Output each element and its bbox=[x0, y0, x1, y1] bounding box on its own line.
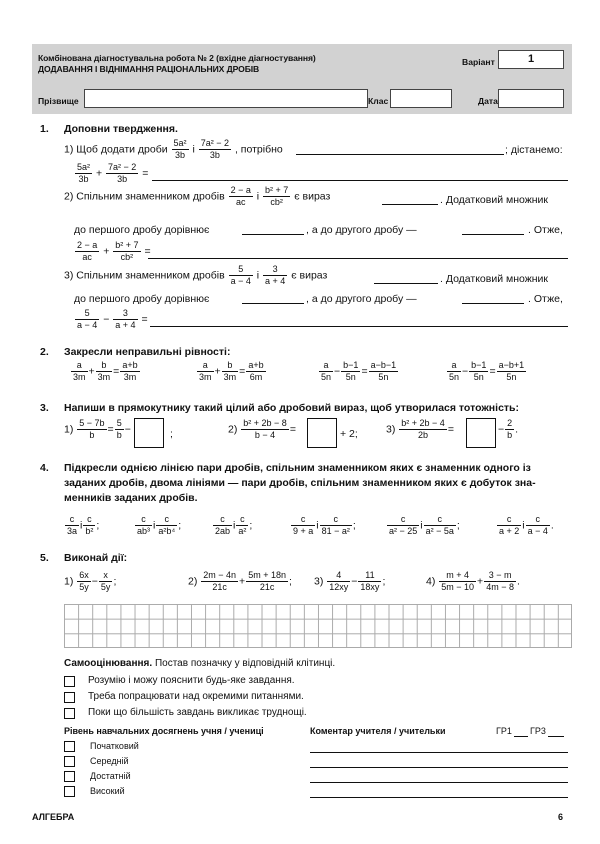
q2-title: Закресли неправильні рівності: bbox=[64, 346, 231, 358]
q4-pair-5[interactable]: $\frac{c}{\text{a² − 25}}$ і $\frac{c}{\text{a² − 5a}}$ ; bbox=[389, 514, 460, 536]
footer-subject: АЛГЕБРА bbox=[32, 812, 75, 822]
q1-part2-line1 bbox=[64, 185, 330, 208]
fraction: $\frac{\text{7a² − 2}}{3b}$ bbox=[108, 162, 137, 184]
gr3-label: ГР3 bbox=[530, 726, 546, 736]
page-number: 6 bbox=[558, 812, 564, 822]
q1-p3-line2c: . Отже, bbox=[528, 293, 563, 305]
comment-line-1[interactable] bbox=[310, 752, 568, 753]
q1-number: 1. bbox=[40, 123, 49, 135]
q1-part1-line2 bbox=[74, 162, 148, 185]
fraction: $\frac{3}{a + 4}$ bbox=[265, 264, 286, 286]
plus-sign: + bbox=[103, 245, 110, 258]
fraction: $\frac{\text{b² + 7}}{\text{cb²}}$ bbox=[115, 240, 139, 262]
worksheet-title: Комбінована діагностувальна робота № 2 (вхідне діагностування) bbox=[38, 53, 316, 63]
self-option-2: Треба попрацювати над окремими питаннями. bbox=[88, 691, 304, 702]
surname-input[interactable] bbox=[84, 89, 368, 108]
self-checkbox-3[interactable] bbox=[64, 708, 75, 719]
plus-sign: + bbox=[95, 167, 103, 180]
fraction: $\frac{3}{a + 4}$ bbox=[115, 308, 136, 330]
equals-sign: = bbox=[141, 313, 148, 326]
self-option-1: Розумію і можу пояснити будь-яке завдання. bbox=[88, 675, 295, 686]
q4-line2: заданих дробів, двома лініями — пари дробів, спільним знаменником яких є добуток зна- bbox=[64, 477, 536, 489]
self-checkbox-1[interactable] bbox=[64, 676, 75, 687]
level-checkbox-2[interactable] bbox=[64, 756, 75, 767]
level-checkbox-1[interactable] bbox=[64, 741, 75, 752]
equals-sign: = bbox=[142, 167, 149, 180]
q2-eq-2[interactable]: $\frac{a}{3m}$ + $\frac{b}{3m}$ = $\frac{a+b}{6m}$ bbox=[199, 360, 264, 382]
q1-p3-line2b: , а до другого дробу — bbox=[306, 293, 417, 305]
q5-item-2: 2) $\frac{2m - 4n}{21c}$ + $\frac{5m + 18n}{21c}$ ; bbox=[188, 570, 292, 592]
q1-p3-line2a: до першого дробу дорівнює bbox=[74, 293, 210, 305]
self-option-3: Поки що більшість завдань викликає труднощі. bbox=[88, 707, 307, 718]
fraction: $\frac{5}{a - 4}$ bbox=[77, 308, 98, 330]
answer-box-1[interactable] bbox=[134, 418, 164, 448]
q1-part3-line3 bbox=[74, 308, 148, 331]
fraction: $\frac{2 - a}{ac}$ bbox=[77, 240, 98, 262]
self-checkbox-2[interactable] bbox=[64, 692, 75, 703]
q2-eq-4[interactable]: $\frac{a}{5n}$ − $\frac{b-1}{5n}$ = $\frac{a-b+1}{5n}$ bbox=[449, 360, 525, 382]
q1-p1-text1: 1) Щоб додати дроби bbox=[64, 143, 168, 156]
q3-i2-end: + 2; bbox=[340, 428, 358, 440]
q5-item-4: 4) $\frac{m + 4}{5m - 10}$ + $\frac{3 - m}{4m - 8}$ . bbox=[426, 570, 520, 592]
fraction: $\frac{5}{a - 4}$ bbox=[230, 264, 251, 286]
q1-part2-line3 bbox=[74, 240, 151, 263]
comment-line-3[interactable] bbox=[310, 782, 568, 783]
q5-item-1: 1) $\frac{6x}{5y}$ − $\frac{x}{5y}$ ; bbox=[64, 570, 117, 592]
q3-item-2: 2) $\frac{\text{b² + 2b − 8}}{b - 4}$ = bbox=[228, 418, 296, 440]
work-grid[interactable] bbox=[64, 604, 572, 648]
q1-p3-text1: 3) Спільним знаменником дробів bbox=[64, 269, 225, 282]
answer-line[interactable] bbox=[382, 204, 438, 205]
answer-line[interactable] bbox=[296, 154, 504, 155]
q3-title: Напиши в прямокутнику такий цілий або дробовий вираз, щоб утворилася тотожність: bbox=[64, 402, 519, 414]
q1-part1-line1 bbox=[64, 138, 283, 161]
q1-title: Доповни твердження. bbox=[64, 123, 178, 135]
variant-value: 1 bbox=[498, 50, 564, 69]
q1-p1-and: і bbox=[192, 143, 195, 156]
q5-item-3: 3) $\frac{4}{12xy}$ − $\frac{11}{18xy}$ ; bbox=[314, 570, 386, 592]
comment-line-2[interactable] bbox=[310, 767, 568, 768]
q4-pair-2[interactable]: $\frac{c}{\text{ab³}}$ і $\frac{c}{\text{a²b⁴}}$ ; bbox=[137, 514, 182, 536]
answer-line[interactable] bbox=[374, 283, 438, 284]
worksheet-subtitle: ДОДАВАННЯ І ВІДНІМАННЯ РАЦІОНАЛЬНИХ ДРОБІВ bbox=[38, 64, 260, 74]
q4-line1: Підкресли однією лінією пари дробів, спільним знаменником яких є знаменник одного із bbox=[64, 462, 531, 474]
level-checkbox-3[interactable] bbox=[64, 771, 75, 782]
fraction: $\frac{\text{7a² − 2}}{3b}$ bbox=[200, 138, 230, 160]
q1-p2-line2b: , а до другого дробу — bbox=[306, 224, 417, 236]
q4-pair-4[interactable]: $\frac{c}{9 + a}$ і $\frac{c}{\text{81 − a²}}$ ; bbox=[293, 514, 356, 536]
class-input[interactable] bbox=[390, 89, 452, 108]
q2-eq-1[interactable]: $\frac{a}{3m}$ + $\frac{b}{3m}$ = $\frac{a+b}{3m}$ bbox=[73, 360, 138, 382]
fraction: $\frac{2 - a}{ac}$ bbox=[230, 185, 251, 207]
variant-label: Варіант bbox=[462, 57, 495, 67]
answer-line[interactable] bbox=[152, 180, 568, 181]
level-2: Середній bbox=[90, 756, 129, 766]
q1-p2-text2: є вираз bbox=[294, 190, 331, 203]
answer-line[interactable] bbox=[462, 303, 524, 304]
answer-line[interactable] bbox=[242, 234, 304, 235]
q1-p2-text3: . Додатковий множник bbox=[440, 194, 549, 206]
self-assessment-text: Постав позначку у відповідній клітинці. bbox=[154, 658, 336, 669]
q1-part3-line1 bbox=[64, 264, 327, 287]
q1-p3-text3: . Додатковий множник bbox=[440, 273, 549, 285]
self-assessment-title: Самооцінювання. bbox=[64, 658, 153, 669]
q2-eq-3[interactable]: $\frac{a}{5n}$ − $\frac{b-1}{5n}$ = $\frac{a-b-1}{5n}$ bbox=[321, 360, 397, 382]
q3-item-1: 1) $\frac{5 - 7b}{b}$ = $\frac{5}{b}$ − bbox=[64, 418, 131, 440]
q1-p2-line2c: . Отже, bbox=[528, 224, 563, 236]
fraction: $\frac{\text{5a²}}{3b}$ bbox=[173, 138, 187, 160]
gr1-label: ГР1 bbox=[496, 726, 512, 736]
q1-p3-text2: є вираз bbox=[291, 269, 328, 282]
gr3-line[interactable] bbox=[548, 736, 564, 737]
answer-line[interactable] bbox=[242, 303, 304, 304]
q4-line3: менників заданих дробів. bbox=[64, 492, 198, 504]
equals-sign: = bbox=[144, 245, 151, 258]
levels-title: Рівень навчальних досягнень учня / учениці bbox=[64, 726, 264, 736]
date-label: Дата bbox=[478, 96, 498, 106]
q5-number: 5. bbox=[40, 552, 49, 564]
q1-p2-line2a: до першого дробу дорівнює bbox=[74, 224, 210, 236]
header-panel bbox=[32, 44, 572, 114]
q4-pair-1[interactable]: $\frac{c}{3a}$ і $\frac{c}{\text{b²}}$ ; bbox=[67, 514, 100, 536]
answer-line[interactable] bbox=[150, 326, 568, 327]
and-word: і bbox=[256, 190, 260, 203]
level-1: Початковий bbox=[90, 741, 139, 751]
q5-title: Виконай дії: bbox=[64, 552, 128, 564]
answer-line[interactable] bbox=[148, 258, 568, 259]
q3-item-3: 3) $\frac{\text{b² + 2b − 4}}{2b}$ = bbox=[386, 418, 454, 440]
level-checkbox-4[interactable] bbox=[64, 786, 75, 797]
fraction: $\frac{\text{5a²}}{3b}$ bbox=[77, 162, 91, 184]
answer-box-3[interactable] bbox=[466, 418, 496, 448]
q4-pair-6[interactable]: $\frac{c}{a + 2}$ і $\frac{c}{a - 4}$ . bbox=[499, 514, 554, 536]
q1-p1-text3: ; дістанемо: bbox=[505, 144, 563, 156]
q3-number: 3. bbox=[40, 402, 49, 414]
minus-sign: − bbox=[103, 313, 110, 326]
level-3: Достатній bbox=[90, 771, 131, 781]
surname-label: Прізвище bbox=[38, 96, 79, 106]
answer-box-2[interactable] bbox=[307, 418, 337, 448]
q4-pair-3[interactable]: $\frac{c}{2ab}$ і $\frac{c}{\text{a²}}$ ; bbox=[215, 514, 253, 536]
q4-number: 4. bbox=[40, 462, 49, 474]
self-assessment-heading bbox=[64, 658, 335, 669]
comment-line-4[interactable] bbox=[310, 797, 568, 798]
q1-p2-text1: 2) Спільним знаменником дробів bbox=[64, 190, 225, 203]
q1-p1-text2: , потрібно bbox=[234, 143, 283, 156]
answer-line[interactable] bbox=[462, 234, 524, 235]
date-input[interactable] bbox=[498, 89, 564, 108]
level-4: Високий bbox=[90, 786, 125, 796]
q2-number: 2. bbox=[40, 346, 49, 358]
and-word: і bbox=[256, 269, 260, 282]
fraction: $\frac{\text{b² + 7}}{\text{cb²}}$ bbox=[265, 185, 289, 207]
q3-i1-end: ; bbox=[170, 428, 173, 440]
comment-title: Коментар учителя / учительки bbox=[310, 726, 446, 736]
class-label: Клас bbox=[368, 96, 389, 106]
gr1-line[interactable] bbox=[514, 736, 528, 737]
q3-i3-tail: − $\frac{2}{b}$ . bbox=[498, 418, 519, 440]
